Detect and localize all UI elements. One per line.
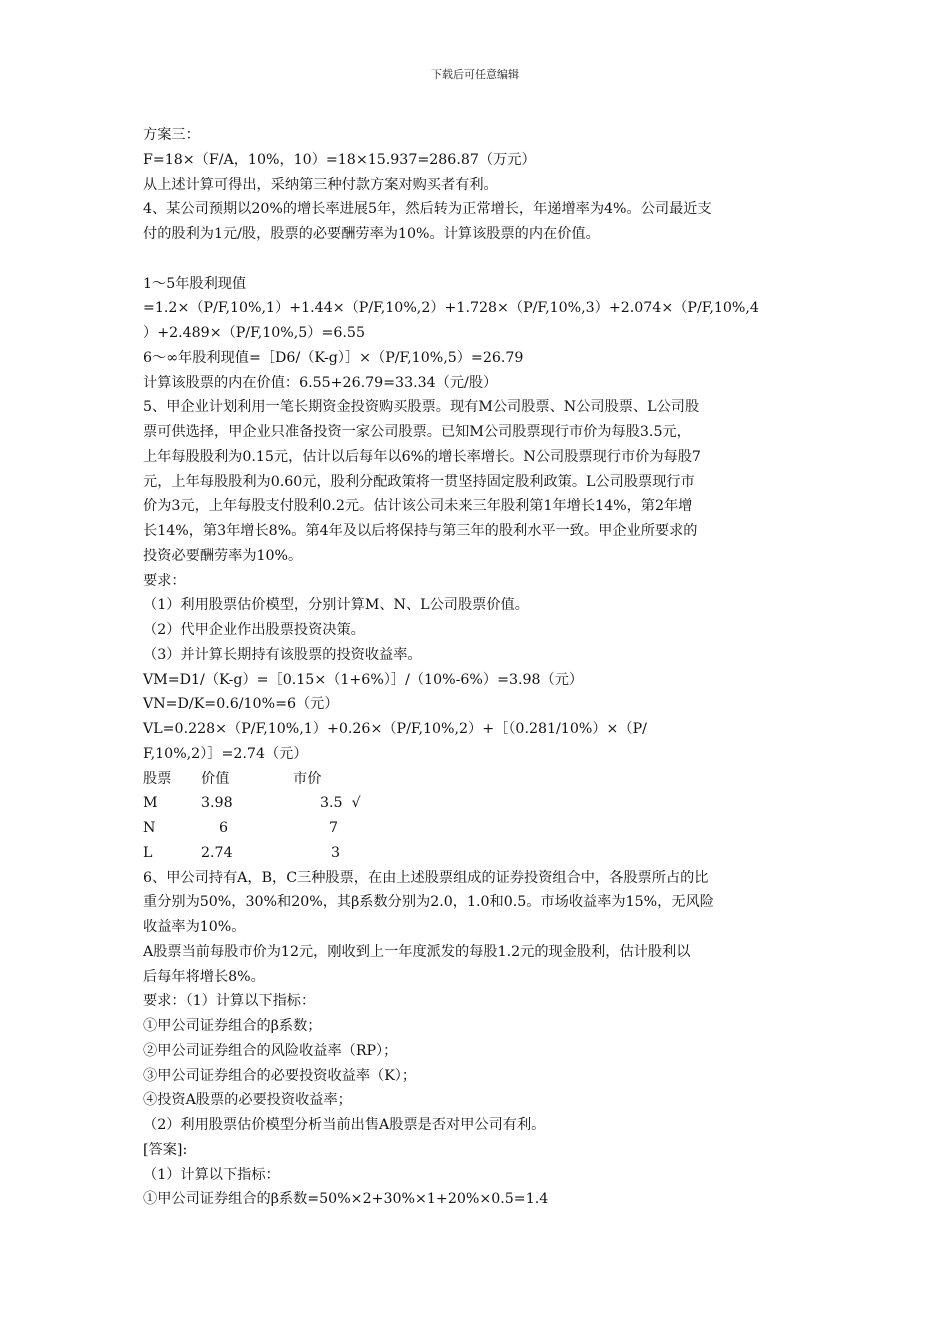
text-line: 计算该股票的内在价值：6.55+26.79=33.34（元/股） [143, 374, 498, 391]
text-line: ①甲公司证券组合的β系数； [143, 1018, 322, 1034]
text-line: 票可供选择，甲企业只准备投资一家公司股票。已知M公司股票现行市价为每股3.5元， [143, 424, 691, 440]
text-line: ②甲公司证券组合的风险收益率（RP）； [143, 1042, 398, 1059]
table-cell: M [143, 795, 158, 812]
text-line: 重分别为50%，30%和20%，其β系数分别为2.0，1.0和0.5。市场收益率为15%，无风险 [143, 894, 714, 911]
text-line: 方案三： [143, 127, 200, 143]
text-line: 价为3元，上年每股支付股利0.2元。估计该公司未来三年股利第1年增长14%，第2年增 [143, 498, 693, 515]
text-line: VM=D1/（K-g）=［0.15×（1+6%）］/（10%-6%）=3.98（元） [143, 671, 584, 688]
text-line: 后每年将增长8%。 [143, 968, 265, 985]
text-line: 投资必要酬劳率为10%。 [143, 547, 303, 564]
text-line: ）+2.489×（P/F,10%,5）=6.55 [143, 325, 365, 341]
text-line: 收益率为10%。 [143, 919, 246, 935]
paragraph-block-c [143, 866, 813, 1213]
blank-line [143, 247, 813, 272]
text-line: ③甲公司证券组合的必要投资收益率（K）； [143, 1067, 417, 1084]
text-line: F,10%,2）］=2.74（元） [143, 745, 308, 762]
table-row [143, 816, 813, 841]
text-line: 元，上年每股股利为0.60元，股利分配政策将一贯坚持固定股利政策。L公司股票现行市 [143, 473, 695, 490]
document-body [143, 123, 813, 1212]
text-line: 上年每股股利为0.15元，估计以后每年以6%的增长率增长。N公司股票现行市价为每股7 [143, 448, 701, 465]
text-line: =1.2×（P/F,10%,1）+1.44×（P/F,10%,2）+1.728×（P/F,10%,3）+2.074×（P/F,10%,4 [143, 300, 759, 317]
text-line: 要求：（1）计算以下指标： [143, 993, 316, 1010]
text-line: 4、某公司预期以20%的增长率进展5年，然后转为正常增长，年递增率为4%。公司最近支 [143, 201, 712, 218]
text-line: （1）利用股票估价模型，分别计算M、N、L公司股票价值。 [143, 597, 529, 614]
paragraph-block-a [143, 123, 813, 247]
table-header-cell: 价值 [201, 770, 230, 787]
table-cell: N [143, 820, 156, 836]
text-line: VL=0.228×（P/F,10%,1）+0.26×（P/F,10%,2）+［（0.281/10%）×（P/ [143, 721, 647, 737]
stock-price-table [143, 767, 813, 866]
table-cell: 3.98 [201, 795, 233, 812]
text-line: [答案]: [143, 1141, 188, 1158]
text-line: （1）计算以下指标： [143, 1166, 280, 1183]
table-cell: 7 [329, 820, 339, 836]
text-line: 6～∞年股利现值=［D6/（K-g）］×（P/F,10%,5）=26.79 [143, 349, 524, 366]
table-cell: 3.5 √ [320, 795, 361, 812]
table-header-cell: 股票 [143, 770, 172, 787]
table-row [143, 791, 813, 816]
text-line: ④投资A股票的必要投资收益率； [143, 1092, 352, 1109]
text-line: F=18×（F/A，10%，10）=18×15.937=286.87（万元） [143, 151, 536, 168]
text-line: （2）代甲企业作出股票投资决策。 [143, 622, 365, 638]
text-line: 5、甲企业计划利用一笔长期资金投资购买股票。现有M公司股票、N公司股票、L公司股 [143, 399, 700, 416]
text-line: 1～5年股利现值 [143, 275, 247, 292]
table-cell: 3 [331, 844, 341, 861]
text-line: 付的股利为1元/股，股票的必要酬劳率为10%。计算该股票的内在价值。 [143, 226, 600, 242]
table-cell: 6 [219, 820, 229, 836]
table-cell: L [143, 844, 153, 861]
table-header-row [143, 767, 813, 792]
text-line: A股票当前每股市价为12元，刚收到上一年度派发的每股1.2元的现金股利，估计股利以 [143, 943, 691, 960]
text-line: 长14%，第3年增长8%。第4年及以后将保持与第三年的股利水平一致。甲企业所要求的 [143, 523, 698, 539]
table-row [143, 841, 813, 866]
text-line: 6、甲公司持有A，B，C三种股票，在由上述股票组成的证券投资组合中，各股票所占的比 [143, 869, 709, 886]
text-line: VN=D/K=0.6/10%=6（元） [143, 696, 339, 713]
text-line: （2）利用股票估价模型分析当前出售A股票是否对甲公司有利。 [143, 1117, 546, 1133]
page-header: 下载后可任意编辑 [431, 68, 519, 81]
text-line: ①甲公司证券组合的β系数=50%×2+30%×1+20%×0.5=1.4 [143, 1191, 549, 1208]
table-header-cell: 市价 [293, 770, 322, 787]
table-cell: 2.74 [201, 844, 233, 861]
paragraph-block-b [143, 272, 813, 767]
text-line: 要求： [143, 572, 186, 589]
text-line: 从上述计算可得出，采纳第三种付款方案对购买者有利。 [143, 176, 498, 193]
text-line: （3）并计算长期持有该股票的投资收益率。 [143, 646, 422, 663]
